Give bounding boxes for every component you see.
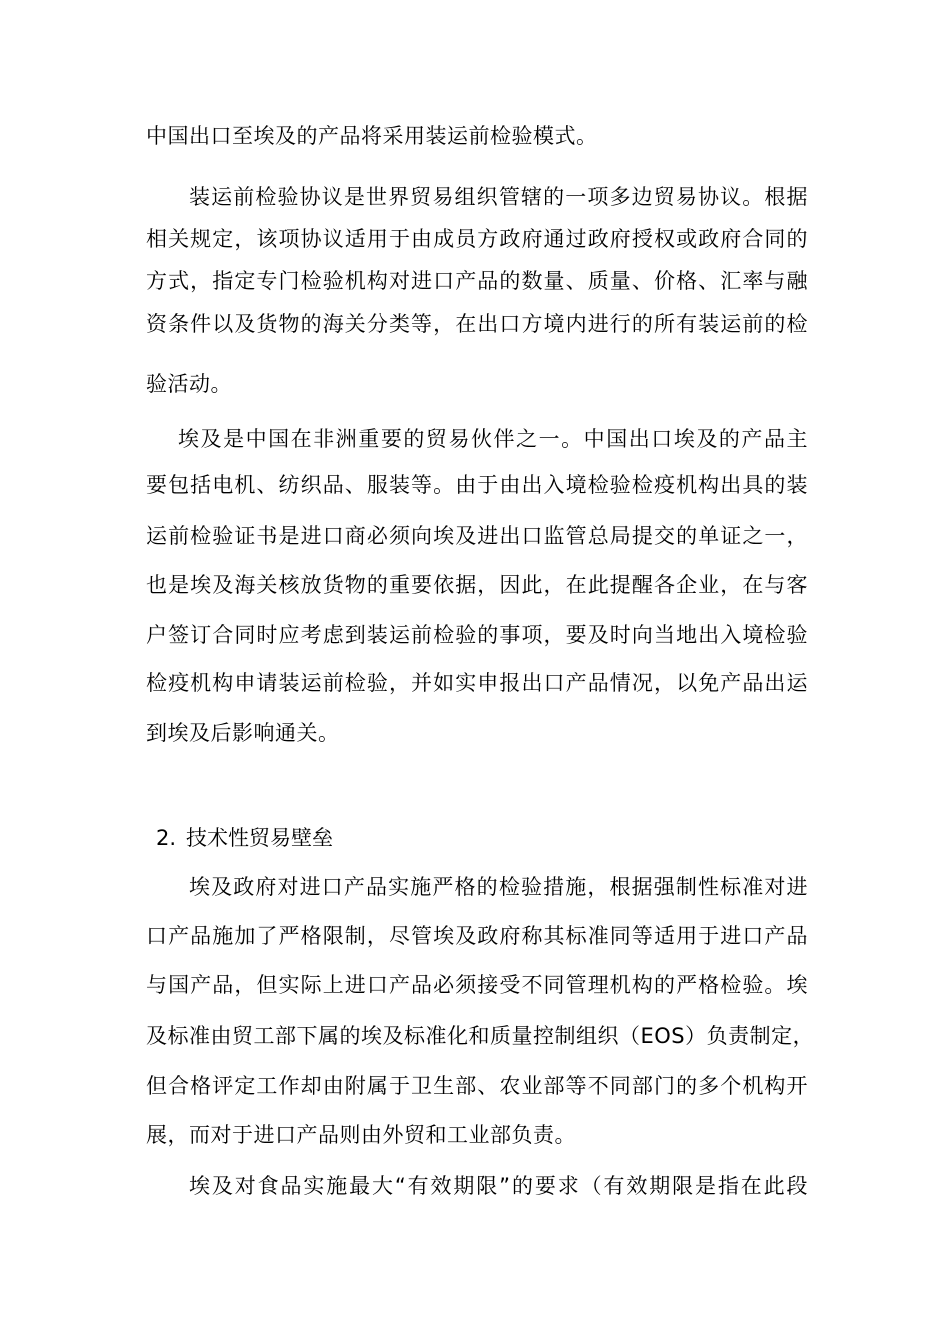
paragraph-line: 但合格评定工作却由附属于卫生部、农业部等不同部门的多个机构开 <box>146 1074 808 1098</box>
section-heading <box>156 823 333 853</box>
paragraph-line: 中国出口至埃及的产品将采用装运前检验模式。 <box>146 124 598 148</box>
section-number: 2. <box>156 826 177 850</box>
section-title: 技术性贸易壁垒 <box>186 826 333 850</box>
paragraph-line: 展，而对于进口产品则由外贸和工业部负责。 <box>146 1123 576 1147</box>
paragraph-line: 埃及是中国在非洲重要的贸易伙伴之一。中国出口埃及的产品主 <box>178 427 808 451</box>
paragraph-line: 埃及对食品实施最大“有效期限”的要求（有效期限是指在此段 <box>189 1174 808 1198</box>
paragraph-line: 户签订合同时应考虑到装运前检验的事项，要及时向当地出入境检验 <box>146 623 808 647</box>
paragraph-line: 与国产品，但实际上进口产品必须接受不同管理机构的严格检验。埃 <box>146 973 808 997</box>
paragraph-line: 相关规定，该项协议适用于由成员方政府通过政府授权或政府合同的 <box>146 227 808 251</box>
paragraph-line: 方式，指定专门检验机构对进口产品的数量、质量、价格、汇率与融 <box>146 269 808 293</box>
paragraph-line: 检疫机构申请装运前检验，并如实申报出口产品情况，以免产品出运 <box>146 671 808 695</box>
paragraph-line: 验活动。 <box>146 372 232 396</box>
paragraph-line: 也是埃及海关核放货物的重要依据，因此，在此提醒各企业，在与客 <box>146 573 808 597</box>
paragraph-line: 资条件以及货物的海关分类等，在出口方境内进行的所有装运前的检 <box>146 312 808 336</box>
paragraph-line: 到埃及后影响通关。 <box>146 721 340 745</box>
paragraph-line: 埃及政府对进口产品实施严格的检验措施，根据强制性标准对进 <box>189 875 808 899</box>
paragraph-line: 装运前检验协议是世界贸易组织管辖的一项多边贸易协议。根据 <box>189 185 808 209</box>
paragraph-line: 运前检验证书是进口商必须向埃及进出口监管总局提交的单证之一， <box>146 524 808 548</box>
paragraph-line: 口产品施加了严格限制，尽管埃及政府称其标准同等适用于进口产品 <box>146 924 808 948</box>
paragraph-line: 及标准由贸工部下属的埃及标准化和质量控制组织（EOS）负责制定， <box>146 1024 815 1048</box>
paragraph-line: 要包括电机、纺织品、服装等。由于由出入境检验检疫机构出具的装 <box>146 473 808 497</box>
